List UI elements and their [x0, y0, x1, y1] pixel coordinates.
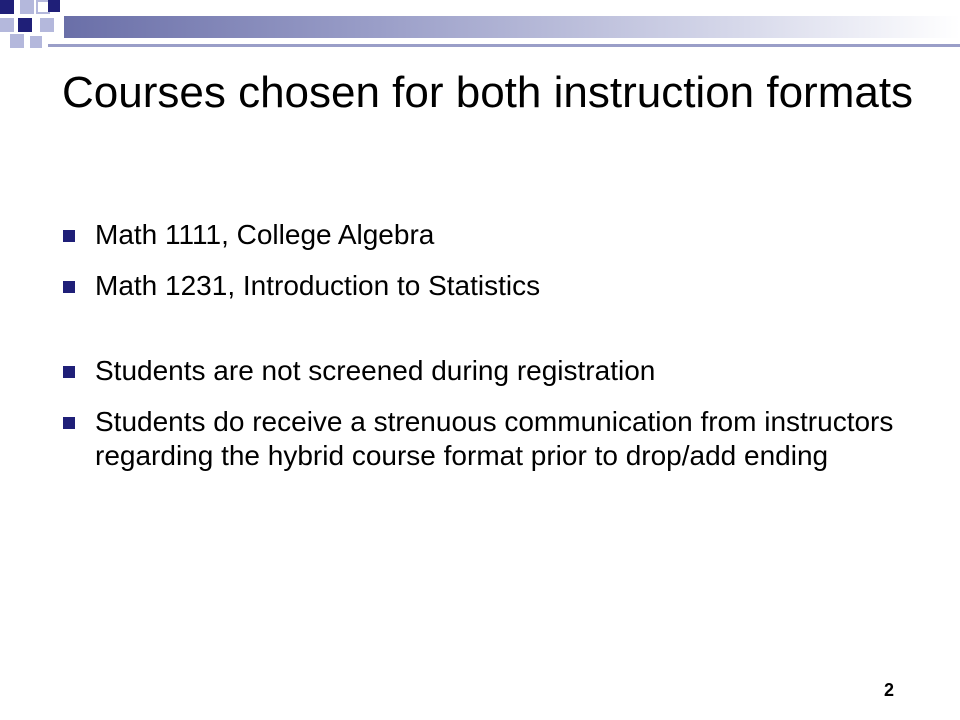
header-gradient-bar: [64, 16, 960, 38]
bullet-text: Students do receive a strenuous communication from instructors regarding the hybrid course format prior to drop/add ending: [95, 406, 894, 471]
corner-square-dark: [0, 0, 14, 14]
corner-square-light: [0, 18, 14, 32]
bullet-item: [60, 354, 920, 388]
corner-square-light: [10, 34, 24, 48]
bullet-square-icon: [63, 366, 75, 378]
bullet-list: [60, 214, 920, 473]
bullet-square-icon: [63, 417, 75, 429]
bullet-text: Math 1231, Introduction to Statistics: [95, 270, 541, 301]
corner-square-light: [20, 0, 34, 14]
bullet-text: Math 1111, College Algebra: [95, 219, 435, 250]
page-number: 2: [884, 680, 895, 700]
bullet-item: [60, 405, 920, 473]
bullet-square-icon: [63, 230, 75, 242]
corner-square-light: [40, 18, 54, 32]
corner-square-dark: [48, 0, 60, 12]
bullet-item: [60, 269, 920, 303]
bullet-item: [60, 218, 920, 252]
slide-title: Courses chosen for both instruction formats: [62, 68, 914, 117]
corner-square-light: [30, 36, 42, 48]
title-divider: [48, 44, 960, 47]
bullet-text: Students are not screened during registration: [95, 355, 656, 386]
corner-square-dark: [18, 18, 32, 32]
bullet-square-icon: [63, 281, 75, 293]
